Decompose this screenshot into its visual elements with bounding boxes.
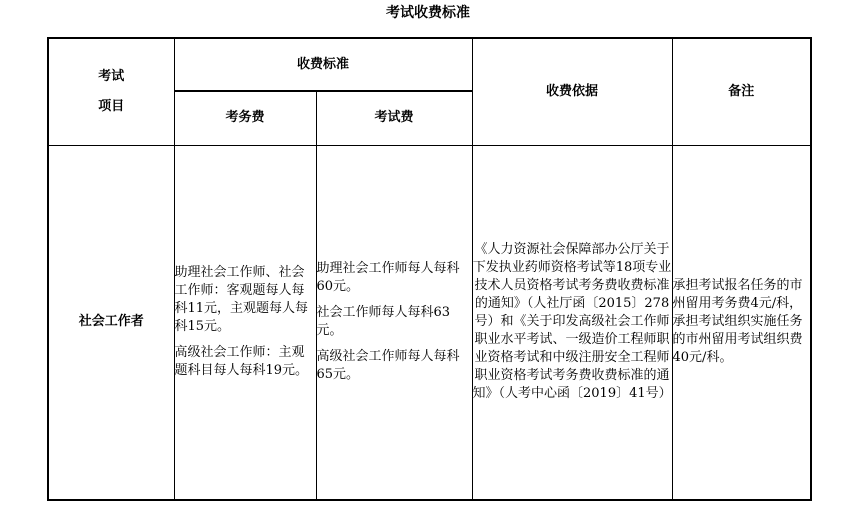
header-fee-standard: 收费标准 (174, 38, 472, 91)
header-exam-item (48, 38, 174, 145)
exam-fee-paragraph: 高级社会工作师每人每科65元。 (316, 349, 460, 383)
header-fee-basis: 收费依据 (472, 38, 672, 145)
exam-fee-paragraph: 社会工作师每人每科63元。 (316, 305, 451, 339)
row-exam-fee (316, 145, 472, 500)
row-affairs-fee (174, 145, 316, 500)
page-title: 考试收费标准 (386, 5, 470, 21)
affairs-fee-paragraph: 高级社会工作师：主观题科目每人每科19元。 (174, 345, 309, 379)
header-remarks: 备注 (672, 38, 811, 145)
row-fee-basis: 《人力资源社会保障部办公厅关于下发执业药师资格考试等18项专业技术人员资格考试考务费收费标准的通知》（人社厅函〔2015〕278号）和《关于印发高级社会工作师职业水平考试、一级造价工程师职业资格考试和中级注册安全工程师职业资格考试考务费收费标准的通知》（人考中心函〔2019〕41号） (472, 145, 672, 500)
affairs-fee-paragraph: 助理社会工作师、社会工作师：客观题每人每科11元，主观题每人每科15元。 (174, 265, 309, 335)
header-affairs-fee: 考务费 (174, 91, 316, 145)
row-exam-item: 社会工作者 (48, 145, 174, 500)
header-exam-fee: 考试费 (316, 91, 472, 145)
header-exam-item-line1: 考试 (98, 68, 125, 84)
row-remarks: 承担考试报名任务的市州留用考务费4元/科，承担考试组织实施任务的市州留用考试组织费40元/科。 (672, 145, 811, 500)
fee-standard-table (47, 37, 812, 501)
exam-fee-paragraph: 助理社会工作师每人每科60元。 (316, 261, 460, 295)
header-exam-item-line2: 项目 (98, 98, 125, 114)
